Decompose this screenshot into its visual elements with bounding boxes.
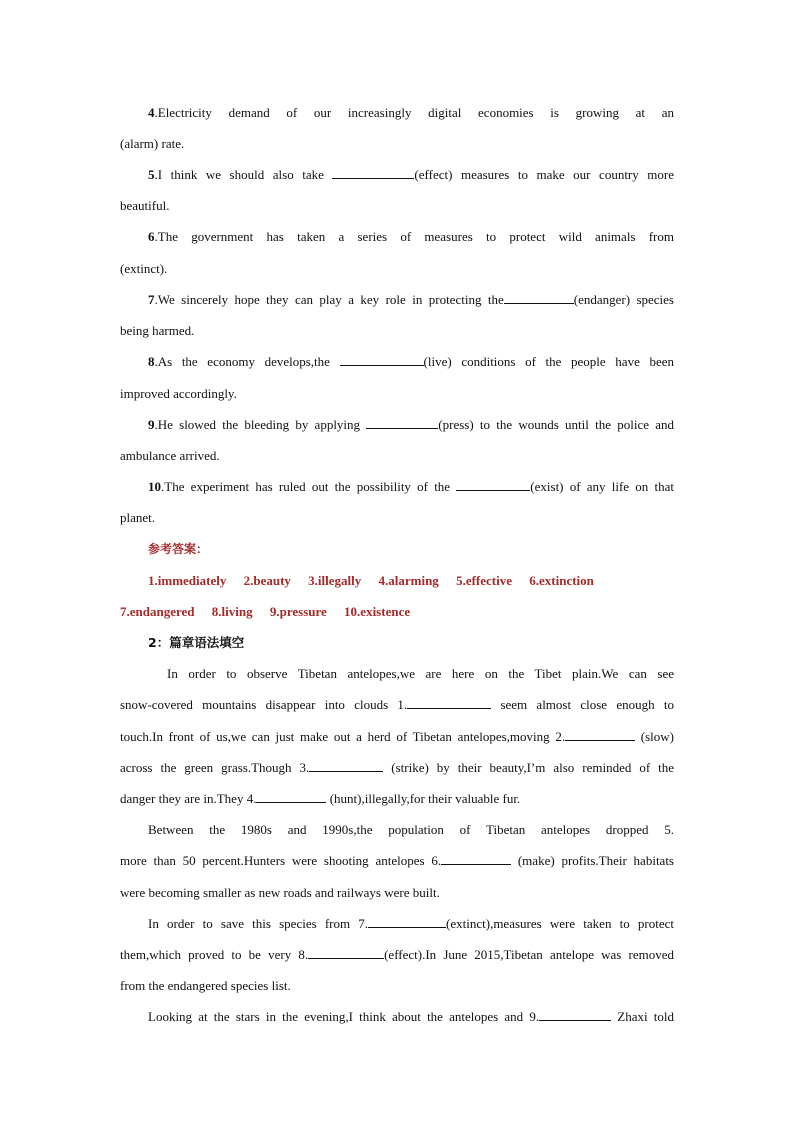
passage-p2-line1: Between the 1980s and 1990s,the population of Tibetan antelopes dropped 5. [148,822,674,837]
answer-blank[interactable] [407,697,491,709]
answer-item: 2.beauty [243,573,291,588]
answer-item: 3.illegally [308,573,362,588]
passage-text: danger they are in.They 4. [120,791,257,806]
answer-blank[interactable] [309,760,383,772]
passage-p3-line1 [120,915,674,933]
question-text: (endanger) species [573,292,674,307]
question-text: .The experiment has ruled out the possibility of the [161,479,457,494]
question-text: (effect) measures to make our country more [414,167,674,182]
answer-item: 7.endangered [120,604,195,619]
answer-blank[interactable] [441,853,511,865]
passage-p3-line2 [120,946,674,964]
passage-p1-line1: In order to observe Tibetan antelopes,we are here on the Tibet plain.We can see [167,666,674,681]
passage-p1-line5 [120,790,674,808]
passage-p4-line1 [120,1008,674,1026]
passage-p1-line2 [120,696,674,714]
answer-item: 10.existence [344,604,411,619]
passage-text: (slow) [635,729,674,744]
answers-row-1 [120,572,674,590]
question-number: 7 [148,292,155,307]
answer-blank[interactable] [504,292,574,304]
answer-item: 1.immediately [148,573,227,588]
answers-row-2 [120,603,674,621]
passage-p1-line4 [120,759,674,777]
question-text: .I think we should also take [154,167,333,182]
question-6-line2: (extinct). [120,261,168,276]
answer-blank[interactable] [308,947,384,959]
question-5-line2: beautiful. [120,198,170,213]
passage-text: (make) profits.Their habitats [511,853,674,868]
question-6-line1 [120,228,674,246]
question-4-line1 [120,104,674,122]
question-5-line1 [120,166,674,184]
passage-text: snow-covered mountains disappear into clouds 1. [120,697,408,712]
question-9-line1 [120,416,674,434]
question-9-line2: ambulance arrived. [120,448,220,463]
answer-blank[interactable] [366,417,438,429]
question-number: 5 [148,167,155,182]
passage-text: touch.In front of us,we can just make out a herd of Tibetan antelopes,moving 2. [120,729,566,744]
question-text: .The government has taken a series of measures to protect wild animals from [154,229,674,244]
answer-item: 6.extinction [529,573,594,588]
question-number: 6 [148,229,155,244]
passage-text: across the green grass.Though 3. [120,760,310,775]
passage-text: (hunt),illegally,for their valuable fur. [326,791,521,806]
question-10-line2: planet. [120,510,156,525]
question-7-line2: being harmed. [120,323,195,338]
passage-text: Zhaxi told [611,1009,674,1024]
passage-text: Looking at the stars in the evening,I think about the antelopes and 9. [148,1009,540,1024]
answer-item: 8.living [211,604,253,619]
question-text: (live) conditions of the people have been [423,354,674,369]
passage-p3-line3: from the endangered species list. [120,978,291,993]
answer-blank[interactable] [332,167,414,179]
passage-p2-line3: were becoming smaller as new roads and railways were built. [120,885,440,900]
answer-blank[interactable] [456,479,530,491]
question-4-line2: (alarm) rate. [120,136,185,151]
question-number: 4 [148,105,155,120]
answer-blank[interactable] [368,916,446,928]
passage-text: (extinct),measures were taken to protect [446,916,674,931]
question-text: .We sincerely hope they can play a key role in protecting the [154,292,504,307]
passage-text: In order to save this species from 7. [148,916,369,931]
passage-text: them,which proved to be very 8. [120,947,309,962]
passage-p2-line2 [120,852,674,870]
answer-item: 9.pressure [269,604,327,619]
question-text: .As the economy develops,the [154,354,340,369]
question-text: .Electricity demand of our increasingly digital economies is growing at an [154,105,674,120]
answer-blank[interactable] [539,1009,611,1021]
section-2-heading: 2：篇章语法填空 [148,635,245,650]
passage-text: more than 50 percent.Hunters were shooting antelopes 6. [120,853,442,868]
answers-heading: 参考答案： [148,542,209,556]
question-10-line1 [120,478,674,496]
question-text: (press) to the wounds until the police and [438,417,674,432]
answer-blank[interactable] [340,354,424,366]
answer-item: 4.alarming [378,573,439,588]
answer-blank[interactable] [256,791,326,803]
question-7-line1 [120,291,674,309]
question-text: .He slowed the bleeding by applying [154,417,367,432]
question-text: (exist) of any life on that [530,479,674,494]
answer-blank[interactable] [565,729,635,741]
passage-p1-line3 [120,728,674,746]
passage-text: (strike) by their beauty,I’m also reminded of the [383,760,675,775]
question-number: 8 [148,354,155,369]
question-8-line2: improved accordingly. [120,386,237,401]
question-number: 10 [148,479,161,494]
passage-text: (effect).In June 2015,Tibetan antelope was removed [384,947,674,962]
question-8-line1 [120,353,674,371]
question-number: 9 [148,417,155,432]
passage-text: seem almost close enough to [491,697,674,712]
answer-item: 5.effective [456,573,512,588]
